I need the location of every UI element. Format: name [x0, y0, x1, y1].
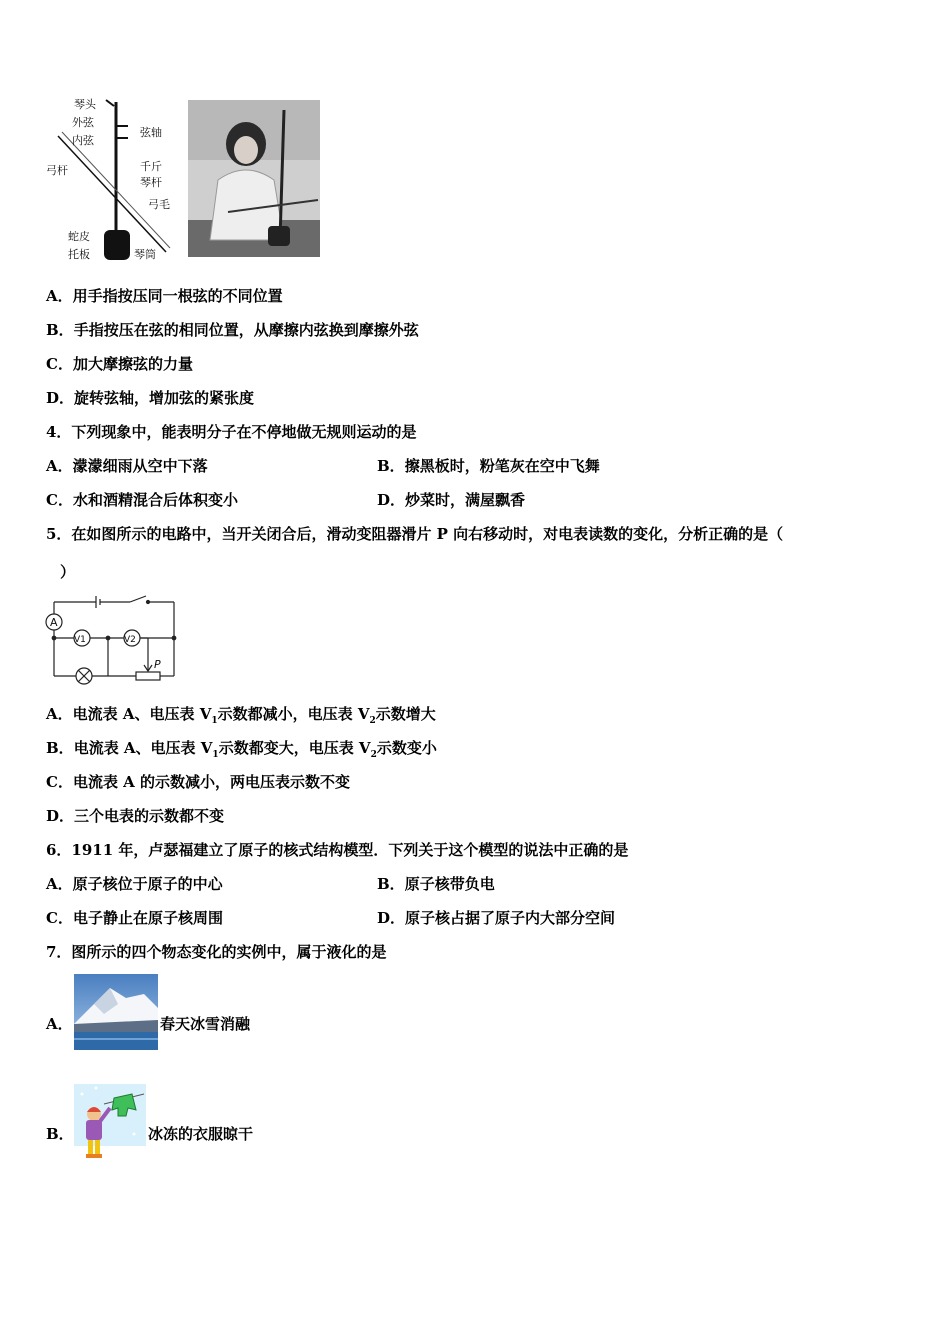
option-key: B．	[377, 875, 405, 893]
q6-option-d	[377, 908, 615, 928]
option-text: 三个电表的示数都不变	[74, 807, 225, 825]
q5-option-d	[46, 806, 224, 826]
option-text-a: 电流表 A、电压表 V	[72, 705, 212, 723]
q7-option-b-key: B．	[46, 1125, 74, 1143]
q4-stem: 4．下列现象中，能表明分子在不停地做无规则运动的是	[46, 423, 417, 441]
option-key: C．	[46, 909, 73, 927]
option-key: C．	[46, 355, 73, 373]
q6-option-a	[46, 874, 223, 894]
option-text-c: 示数增大	[375, 705, 436, 723]
option-text-b: 示数都减小，电压表 V	[217, 705, 370, 723]
option-key: C．	[46, 491, 73, 509]
option-key: A．	[46, 287, 73, 305]
label-qintong: 琴筒	[134, 248, 156, 261]
option-key: A．	[46, 457, 73, 475]
label-shepi: 蛇皮	[68, 230, 90, 243]
erhu-diagram	[44, 96, 184, 266]
q6-stem: 6．1911 年，卢瑟福建立了原子的核式结构模型．下列关于这个模型的说法中正确的是	[46, 841, 629, 859]
option-key: A．	[46, 875, 73, 893]
q6-option-b	[377, 874, 495, 894]
option-key: B．	[46, 739, 74, 757]
option-text: 擦黑板时，粉笔灰在空中飞舞	[404, 457, 600, 475]
q3-option-c	[46, 354, 193, 374]
option-text: 水和酒精混合后体积变小	[72, 491, 238, 509]
sub-2: 2	[370, 750, 377, 760]
q5-option-b	[46, 738, 437, 765]
option-key: D．	[377, 909, 406, 927]
option-key: C．	[46, 773, 73, 791]
q4-option-b	[377, 456, 600, 476]
option-text: 原子核占据了原子内大部分空间	[405, 909, 616, 927]
label-xianzhou: 弦轴	[140, 126, 162, 139]
option-text: 手指按压在弦的相同位置，从摩擦内弦换到摩擦外弦	[73, 321, 419, 339]
q5-option-c	[46, 772, 350, 792]
option-key: D．	[46, 807, 75, 825]
label-qintou: 琴头	[74, 98, 96, 111]
option-key: A．	[46, 705, 73, 723]
q7-stem: 7．图所示的四个物态变化的实例中，属于液化的是	[46, 943, 387, 961]
q5-option-a	[46, 704, 436, 731]
q3-option-b	[46, 320, 419, 340]
frozen-clothes-image	[74, 1084, 146, 1164]
option-text-b: 示数都变大，电压表 V	[218, 739, 371, 757]
label-gongmao: 弓毛	[148, 198, 170, 211]
circuit-diagram	[42, 592, 182, 690]
sub-1: 1	[212, 750, 219, 760]
option-text: 原子核带负电	[404, 875, 495, 893]
snowy-mountain-image	[74, 974, 158, 1050]
ammeter-label: A	[50, 616, 58, 629]
q7-option-a-text: 春天冰雪消融	[160, 1015, 251, 1033]
sub-1: 1	[211, 716, 218, 726]
q5-stem: 5．在如图所示的电路中，当开关闭合后，滑动变阻器滑片 P 向右移动时，对电表读数的变化，分析正确的是（	[46, 525, 784, 543]
q6-option-c	[46, 908, 223, 928]
slider-p-label: P	[154, 658, 161, 671]
option-text: 电子静止在原子核周围	[72, 909, 223, 927]
label-qianjin: 千斤	[140, 160, 162, 173]
label-neixian: 内弦	[72, 134, 94, 147]
option-text: 电流表 A 的示数减小，两电压表示数不变	[72, 773, 351, 791]
label-waixian: 外弦	[72, 116, 94, 129]
option-key: D．	[377, 491, 406, 509]
erhu-player-photo	[188, 100, 320, 257]
q4-option-a	[46, 456, 208, 476]
label-tuoban: 托板	[68, 248, 90, 261]
voltmeter-2-label: V2	[124, 635, 136, 645]
q7-option-b-text: 冰冻的衣服晾干	[148, 1125, 254, 1143]
q4-option-d	[377, 490, 525, 510]
option-text-c: 示数变小	[376, 739, 437, 757]
option-key: B．	[46, 321, 74, 339]
option-text: 用手指按压同一根弦的不同位置	[72, 287, 283, 305]
label-gonggan: 弓杆	[46, 164, 68, 177]
q7-option-a-key: A．	[46, 1015, 73, 1033]
q3-option-a	[46, 286, 283, 306]
q4-option-c	[46, 490, 238, 510]
option-text: 炒菜时，满屋飘香	[405, 491, 526, 509]
option-text: 旋转弦轴，增加弦的紧张度	[74, 389, 255, 407]
q3-option-d	[46, 388, 254, 408]
sub-2: 2	[369, 716, 376, 726]
option-key: B．	[377, 457, 405, 475]
voltmeter-1-label: V1	[74, 635, 86, 645]
option-key: D．	[46, 389, 75, 407]
option-text: 加大摩擦弦的力量	[72, 355, 193, 373]
label-qingan: 琴杆	[140, 176, 162, 189]
option-text: 原子核位于原子的中心	[72, 875, 223, 893]
option-text-a: 电流表 A、电压表 V	[73, 739, 213, 757]
option-text: 濛濛细雨从空中下落	[72, 457, 208, 475]
q5-stem-end: ）	[60, 563, 76, 581]
